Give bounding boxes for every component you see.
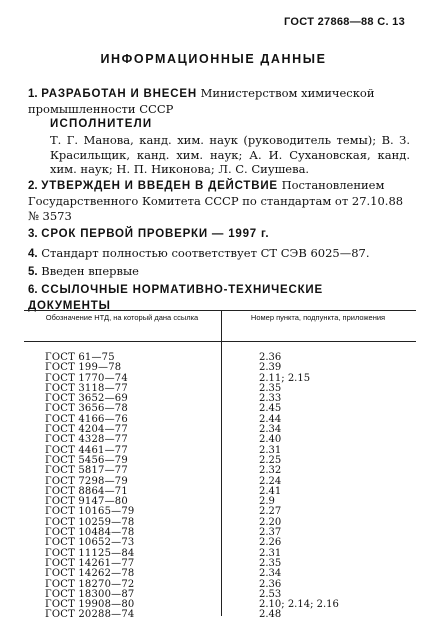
document-reference: ГОСТ 8864—71: [45, 485, 128, 497]
section-2: [28, 178, 408, 224]
document-reference: ГОСТ 199—78: [45, 362, 122, 374]
clause-number: 2.26: [259, 537, 282, 549]
section-2-caps: УТВЕРЖДЕН И ВВЕДЕН В ДЕЙСТВИЕ: [41, 180, 278, 192]
document-reference: ГОСТ 1770—74: [45, 372, 128, 384]
document-reference: ГОСТ 3652—69: [45, 393, 128, 405]
section-1-caps: РАЗРАБОТАН И ВНЕСЕН: [41, 88, 197, 100]
document-reference: ГОСТ 10259—78: [45, 516, 135, 528]
clause-number: 2.25: [259, 454, 282, 466]
references-table: [24, 310, 416, 342]
document-reference: ГОСТ 3656—78: [45, 403, 128, 415]
document-reference: ГОСТ 18300—87: [45, 588, 135, 600]
document-reference: ГОСТ 5456—79: [45, 454, 128, 466]
clause-number: 2.24: [259, 475, 282, 487]
column-header-document: Обозначение НТД, на который дана ссылка: [45, 313, 199, 322]
document-reference: ГОСТ 3118—77: [45, 382, 128, 394]
section-1: [28, 86, 408, 117]
section-4: [28, 246, 408, 262]
clause-number: 2.27: [259, 506, 282, 518]
clause-number: 2.45: [259, 403, 282, 415]
section-4-text: Стандарт полностью соответствует СТ СЭВ 6025—87.: [41, 246, 370, 260]
clause-number: 2.53: [259, 588, 282, 600]
clause-number: 2.37: [259, 527, 282, 539]
clause-number: 2.32: [259, 465, 282, 477]
section-5-text: Введен впервые: [41, 264, 139, 278]
clause-number: 2.9: [259, 496, 275, 508]
document-reference: ГОСТ 5817—77: [45, 465, 128, 477]
document-reference: ГОСТ 9147—80: [45, 496, 128, 508]
clause-number: 2.48: [259, 609, 282, 621]
section-2-number: 2.: [28, 180, 38, 192]
document-reference: ГОСТ 61—75: [45, 352, 115, 363]
table-row: [45, 610, 405, 620]
clause-number: 2.35: [259, 557, 282, 569]
section-3-caps: СРОК ПЕРВОЙ ПРОВЕРКИ — 1997 г.: [41, 228, 270, 240]
clause-number: 2.34: [259, 424, 282, 436]
clause-number: 2.41: [259, 485, 282, 497]
document-reference: ГОСТ 7298—79: [45, 475, 128, 487]
document-reference: ГОСТ 18270—72: [45, 578, 135, 590]
section-3: [28, 226, 408, 242]
clause-number: 2.36: [259, 352, 282, 363]
section-3-number: 3.: [28, 228, 38, 240]
clause-number: 2.20: [259, 516, 282, 528]
section-5: [28, 264, 408, 280]
clause-number: 2.31: [259, 547, 282, 559]
clause-number: 2.36: [259, 578, 282, 590]
performers-text: Т. Г. Манова, канд. хим. наук (руководитель темы); В. З. Красильщик, канд. хим. наук; А. И. Сухановская, канд. хим. наук; Н. П. Никонова; Л. С. Сиушева.: [50, 133, 410, 177]
page-title: ИНФОРМАЦИОННЫЕ ДАННЫЕ: [100, 52, 327, 66]
clause-number: 2.10; 2.14; 2.16: [259, 599, 339, 611]
section-2-text: Постановлением Государственного Комитета СССР по стандартам от 27.10.88 № 3573: [28, 178, 404, 223]
clause-number: 2.39: [259, 362, 282, 374]
clause-number: 2.40: [259, 434, 282, 446]
clause-number: 2.44: [259, 413, 282, 425]
clause-number: 2.33: [259, 393, 282, 405]
clause-number: 2.34: [259, 568, 282, 580]
performers-heading: ИСПОЛНИТЕЛИ: [50, 118, 153, 130]
section-4-number: 4.: [28, 248, 38, 260]
table-header: [24, 311, 416, 342]
table-body: [45, 353, 405, 621]
document-reference: ГОСТ 4328—77: [45, 434, 128, 446]
page-reference: ГОСТ 27868—88 С. 13: [284, 16, 405, 28]
table-row: [45, 569, 405, 579]
document-reference: ГОСТ 10165—79: [45, 506, 135, 518]
clause-number: 2.11; 2.15: [259, 372, 311, 384]
section-6-number: 6.: [28, 284, 38, 296]
document-reference: ГОСТ 4166—76: [45, 413, 128, 425]
section-6-caps: ССЫЛОЧНЫЕ НОРМАТИВНО-ТЕХНИЧЕСКИЕ ДОКУМЕНТЫ: [28, 284, 323, 312]
document-reference: ГОСТ 4204—77: [45, 424, 128, 436]
document-reference: ГОСТ 4461—77: [45, 444, 128, 456]
section-5-number: 5.: [28, 266, 38, 278]
clause-number: 2.31: [259, 444, 282, 456]
document-reference: ГОСТ 14261—77: [45, 557, 135, 569]
document-reference: ГОСТ 19908—80: [45, 599, 135, 611]
document-reference: ГОСТ 11125—84: [45, 547, 135, 559]
column-header-clause: Номер пункта, подпункта, приложения: [250, 313, 386, 322]
section-1-number: 1.: [28, 88, 38, 100]
document-reference: ГОСТ 14262—78: [45, 568, 135, 580]
section-1-text: Министерством химической промышленности СССР: [28, 86, 375, 116]
document-reference: ГОСТ 20288—74: [45, 609, 135, 621]
clause-number: 2.35: [259, 382, 282, 394]
document-reference: ГОСТ 10652—73: [45, 537, 135, 549]
document-reference: ГОСТ 10484—78: [45, 527, 135, 539]
